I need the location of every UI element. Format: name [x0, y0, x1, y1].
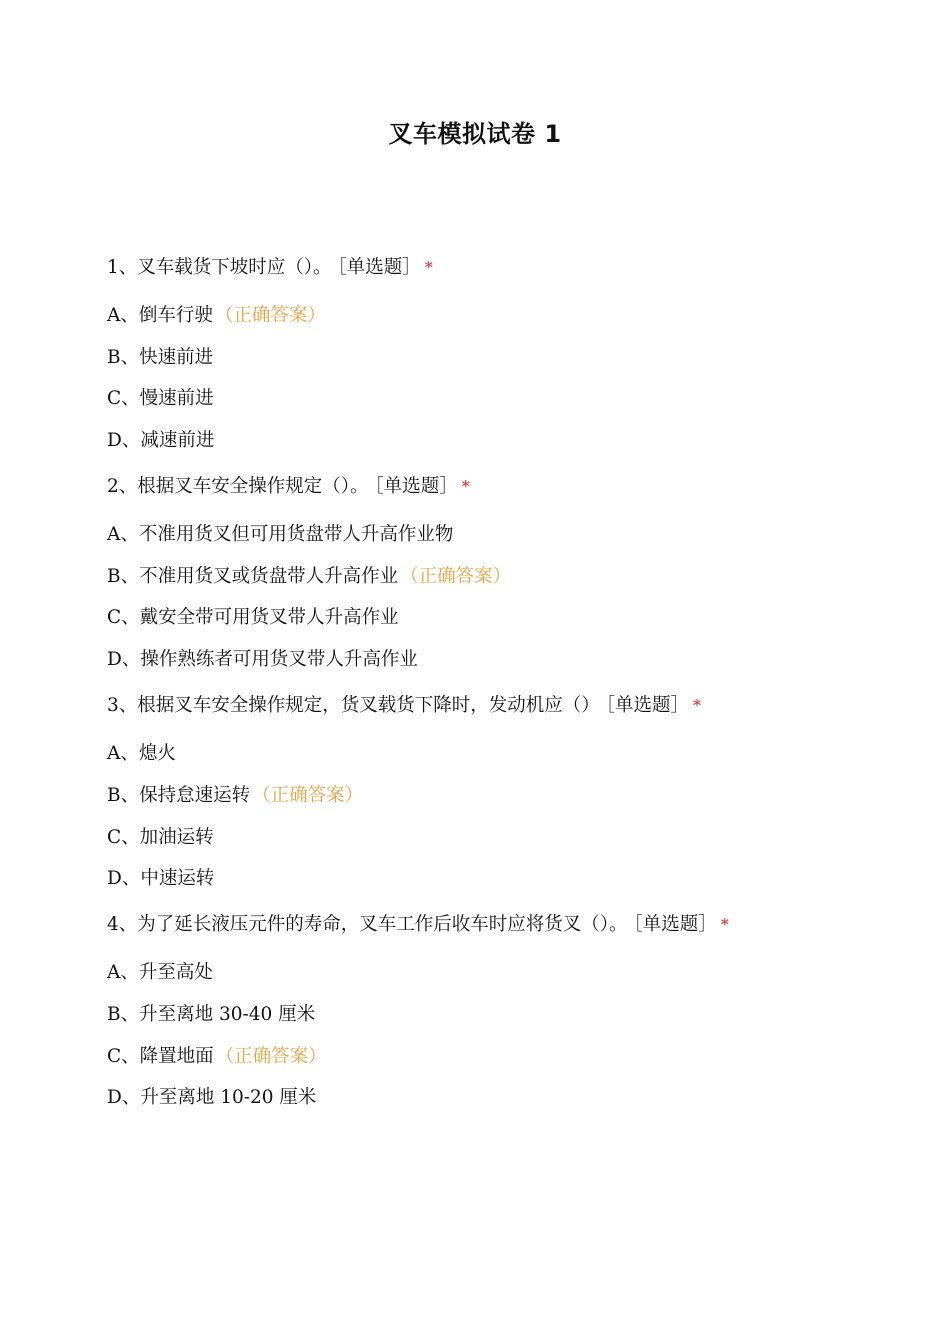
question-type-label: ［单选题］	[337, 257, 421, 278]
option-text: C、加油运转	[107, 826, 214, 848]
option-text: A、熄火	[107, 743, 176, 765]
required-star-icon: *	[720, 915, 729, 935]
correct-answer-tag: （正确答案）	[214, 305, 326, 326]
option-b[interactable]	[107, 342, 887, 374]
option-a[interactable]	[107, 300, 887, 332]
option-text: D、减速前进	[107, 430, 215, 452]
option-text: A、倒车行驶	[107, 305, 213, 326]
option-c[interactable]	[107, 383, 887, 415]
required-star-icon: *	[693, 696, 702, 716]
question-4	[107, 909, 887, 1114]
option-d[interactable]	[107, 863, 887, 895]
question-stem	[107, 690, 887, 722]
question-type-label: ［单选题］	[605, 695, 690, 717]
option-c[interactable]	[107, 822, 887, 854]
question-type-label: ［单选题］	[633, 914, 717, 936]
option-d[interactable]	[107, 644, 887, 676]
option-b[interactable]	[107, 561, 887, 593]
option-text: B、快速前进	[107, 346, 214, 368]
question-stem	[107, 471, 887, 503]
option-text: B、不准用货叉或货盘带人升高作业	[107, 565, 399, 587]
question-stem	[107, 252, 887, 284]
option-b[interactable]	[107, 999, 887, 1031]
option-text: D、升至离地 10-20 厘米	[107, 1087, 317, 1109]
question-2	[107, 471, 887, 676]
question-text: 1、叉车载货下坡时应（）。	[107, 257, 332, 278]
option-c[interactable]	[107, 602, 887, 634]
correct-answer-tag: （正确答案）	[215, 1045, 327, 1067]
correct-answer-tag: （正确答案）	[252, 784, 364, 806]
question-3	[107, 690, 887, 895]
question-text: 4、为了延长液压元件的寿命，叉车工作后收车时应将货叉（）。	[107, 914, 628, 936]
option-c[interactable]	[107, 1041, 887, 1073]
option-d[interactable]	[107, 1082, 887, 1114]
page-title: 叉车模拟试卷 1	[388, 120, 562, 148]
option-text: C、戴安全带可用货叉带人升高作业	[107, 607, 399, 629]
option-text: A、不准用货叉但可用货盘带人升高作业物	[107, 524, 454, 546]
option-text: C、降置地面	[107, 1045, 214, 1067]
question-text: 2、根据叉车安全操作规定（）。	[107, 476, 369, 498]
option-b[interactable]	[107, 780, 887, 812]
option-a[interactable]	[107, 957, 887, 989]
option-text: B、保持怠速运转	[107, 784, 251, 806]
option-text: C、慢速前进	[107, 388, 214, 410]
required-star-icon: *	[424, 258, 433, 277]
question-list	[107, 252, 887, 1128]
option-text: B、升至离地 30-40 厘米	[107, 1003, 316, 1025]
option-a[interactable]	[107, 738, 887, 770]
required-star-icon: *	[461, 477, 470, 497]
option-a[interactable]	[107, 519, 887, 551]
question-text: 3、根据叉车安全操作规定，货叉载货下降时，发动机应（）	[107, 695, 600, 717]
question-1	[107, 252, 887, 457]
option-d[interactable]	[107, 425, 887, 457]
correct-answer-tag: （正确答案）	[400, 565, 512, 587]
question-type-label: ［单选题］	[374, 476, 458, 498]
option-text: D、中速运转	[107, 868, 215, 890]
option-text: D、操作熟练者可用货叉带人升高作业	[107, 649, 418, 671]
option-text: A、升至高处	[107, 962, 213, 984]
question-stem	[107, 909, 887, 941]
